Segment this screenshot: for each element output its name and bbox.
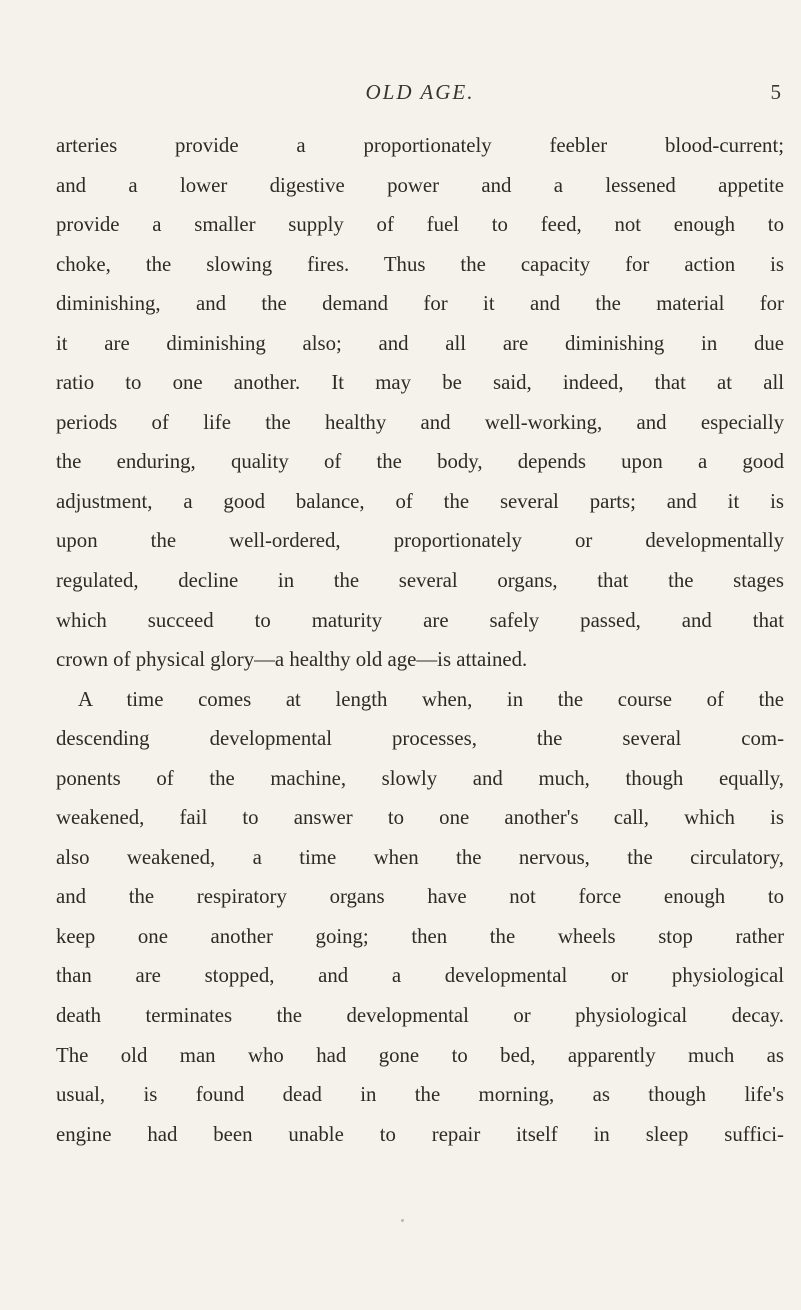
running-head	[56, 80, 784, 110]
text-line: the enduring, quality of the body, depends upon a good	[56, 450, 784, 474]
text-line: keep one another going; then the wheels stop rather	[56, 924, 784, 948]
text-line: upon the well-ordered, proportionately or developmentally	[56, 529, 784, 553]
text-line: usual, is found dead in the morning, as though life's	[56, 1083, 784, 1107]
text-line: provide a smaller supply of fuel to feed, not enough to	[56, 213, 784, 237]
running-head-title: OLD AGE.	[365, 80, 475, 104]
body-text	[56, 126, 784, 1154]
text-line: adjustment, a good balance, of the several parts; and it is	[56, 489, 784, 513]
text-line: engine had been unable to repair itself in sleep suffici-	[56, 1122, 784, 1146]
paper-speck	[401, 1219, 404, 1222]
text-line: choke, the slowing fires. Thus the capacity for action is	[56, 252, 784, 276]
text-line: and a lower digestive power and a lessened appetite	[56, 173, 784, 197]
text-line: A time comes at length when, in the course of the	[78, 687, 784, 711]
text-line: regulated, decline in the several organs, that the stages	[56, 569, 784, 593]
text-line: and the respiratory organs have not force enough to	[56, 885, 784, 909]
text-line: death terminates the developmental or physiological decay.	[56, 1004, 784, 1028]
text-line: also weakened, a time when the nervous, the circulatory,	[56, 845, 784, 869]
text-line: diminishing, and the demand for it and the material for	[56, 292, 784, 316]
text-line: The old man who had gone to bed, apparently much as	[56, 1043, 784, 1067]
text-line: than are stopped, and a developmental or physiological	[56, 964, 784, 988]
page-number: 5	[770, 80, 781, 104]
text-line: crown of physical glory—a healthy old age—is attained.	[56, 648, 528, 672]
text-line: ratio to one another. It may be said, indeed, that at all	[56, 371, 784, 395]
text-line: which succeed to maturity are safely passed, and that	[56, 608, 784, 632]
text-line: weakened, fail to answer to one another's call, which is	[56, 806, 784, 830]
text-line: periods of life the healthy and well-working, and especially	[56, 410, 784, 434]
text-line: ponents of the machine, slowly and much, though equally,	[56, 766, 784, 790]
text-line: it are diminishing also; and all are diminishing in due	[56, 331, 784, 355]
text-line: descending developmental processes, the several com-	[56, 727, 784, 751]
text-line: arteries provide a proportionately feebler blood-current;	[56, 134, 784, 157]
